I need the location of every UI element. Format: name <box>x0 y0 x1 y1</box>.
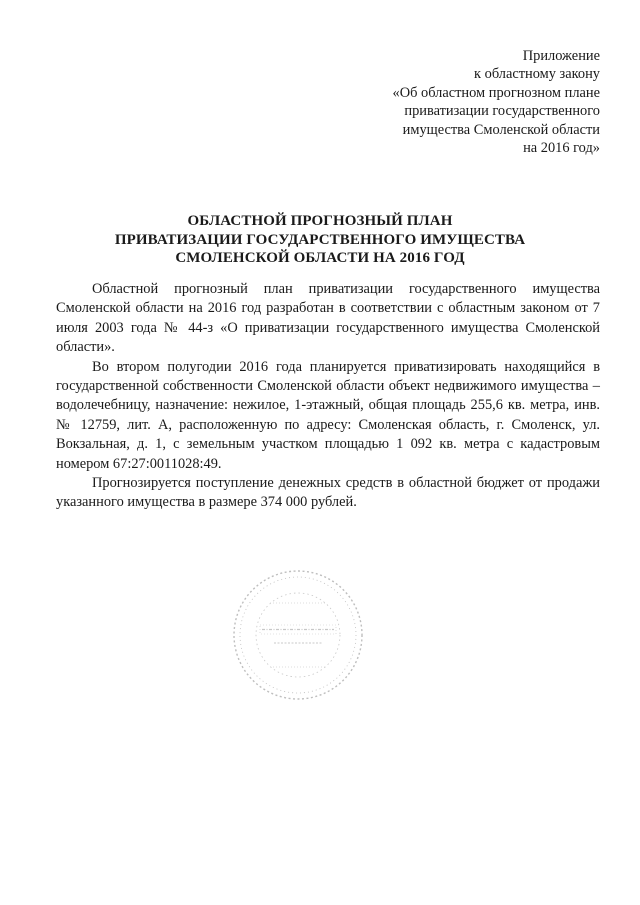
document-body <box>56 280 600 513</box>
body-paragraph: Во втором полугодии 2016 года планируется приватизировать находящийся в государственной собственности Смоленской области объект недвижимого имущества – водолечебницу, назначение: нежилое, 1-этажный, общая площадь 255,6 кв. метра, инв. № 12759, лит. А, расположенную по адресу: Смоленская область, г. Смоленск, ул. Вокзальная, д. 1, с земельным участком площадью 1 092 кв. метра с кадастровым номером 67:27:0011028:49. <box>56 358 600 472</box>
annex-line: к областному закону <box>474 66 600 83</box>
title-line: СМОЛЕНСКОЙ ОБЛАСТИ НА 2016 ГОД <box>175 250 465 267</box>
annex-line: на 2016 год» <box>523 140 600 157</box>
annex-line: приватизации государственного <box>404 103 600 120</box>
title-line: ПРИВАТИЗАЦИИ ГОСУДАРСТВЕННОГО ИМУЩЕСТВА <box>114 231 526 248</box>
body-paragraph: Областной прогнозный план приватизации государственного имущества Смоленской области на 2016 год разработан в соответствии с областным законом от 7 июля 2003 года № 44-з «О приватизации государственного имущества Смоленской области». <box>56 281 600 356</box>
seal-icon <box>230 567 366 703</box>
annex-line: «Об областном прогнозном плане <box>392 84 600 101</box>
document-title <box>0 212 640 268</box>
annex-line: имущества Смоленской области <box>402 121 600 138</box>
title-line: ОБЛАСТНОЙ ПРОГНОЗНЫЙ ПЛАН <box>187 213 453 229</box>
body-paragraph: Прогнозируется поступление денежных средств в областной бюджет от продажи указанного имущества в размере 374 000 рублей. <box>56 475 600 511</box>
annex-header <box>320 47 600 157</box>
annex-line: Приложение <box>522 48 600 64</box>
